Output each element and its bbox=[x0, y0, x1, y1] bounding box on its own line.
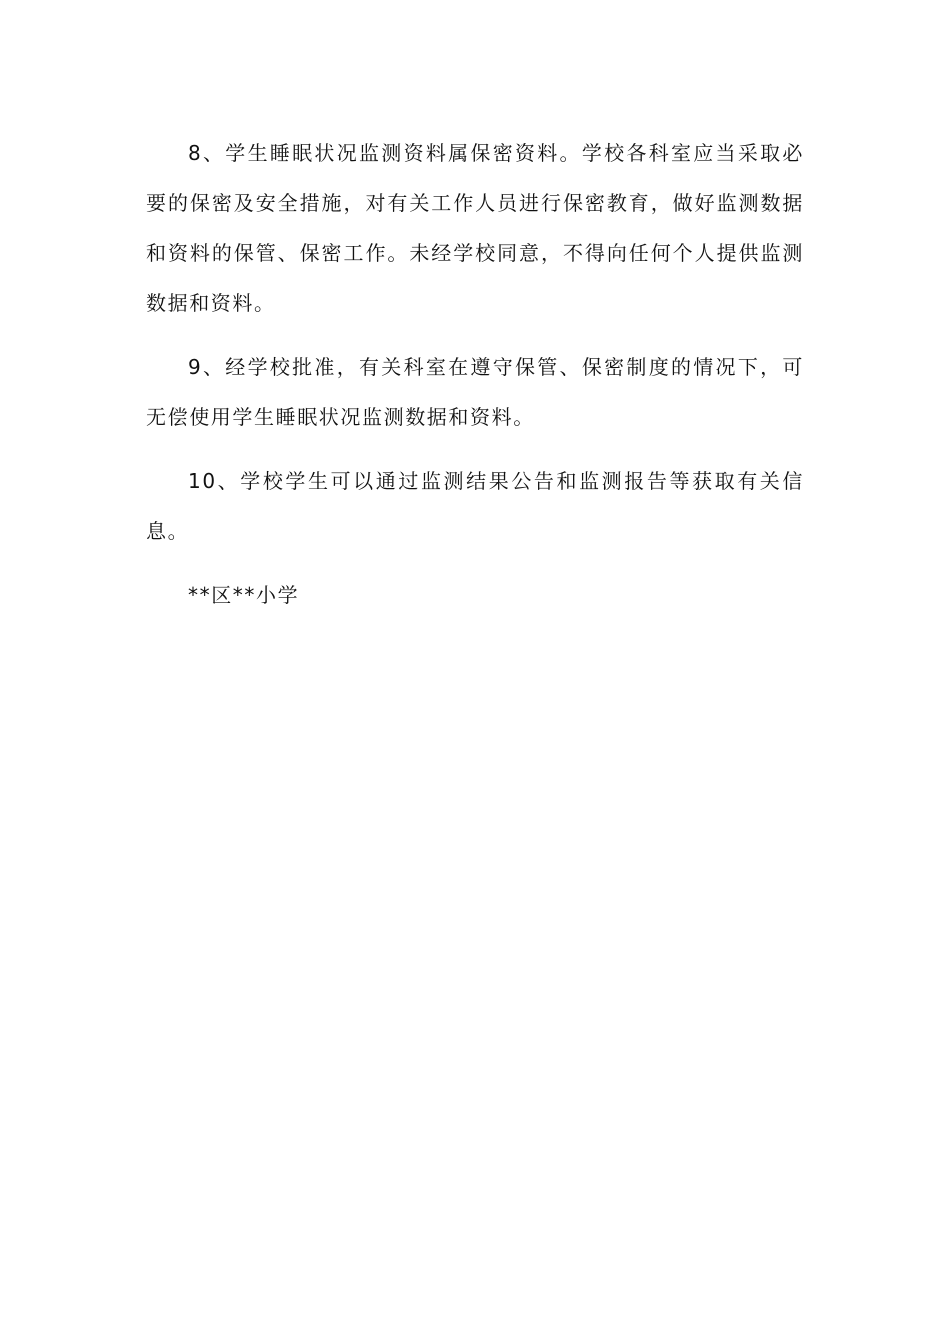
document-body bbox=[146, 128, 804, 620]
signature-school-name: **区**小学 bbox=[188, 583, 300, 607]
paragraph-item-10: 10、学校学生可以通过监测结果公告和监测报告等获取有关信息。 bbox=[146, 469, 804, 543]
paragraph-item-9: 9、经学校批准，有关科室在遵守保管、保密制度的情况下，可无偿使用学生睡眠状况监测数据和资料。 bbox=[146, 355, 804, 429]
paragraph-item-8: 8、学生睡眠状况监测资料属保密资料。学校各科室应当采取必要的保密及安全措施，对有关工作人员进行保密教育，做好监测数据和资料的保管、保密工作。未经学校同意，不得向任何个人提供监测数据和资料。 bbox=[146, 141, 804, 315]
